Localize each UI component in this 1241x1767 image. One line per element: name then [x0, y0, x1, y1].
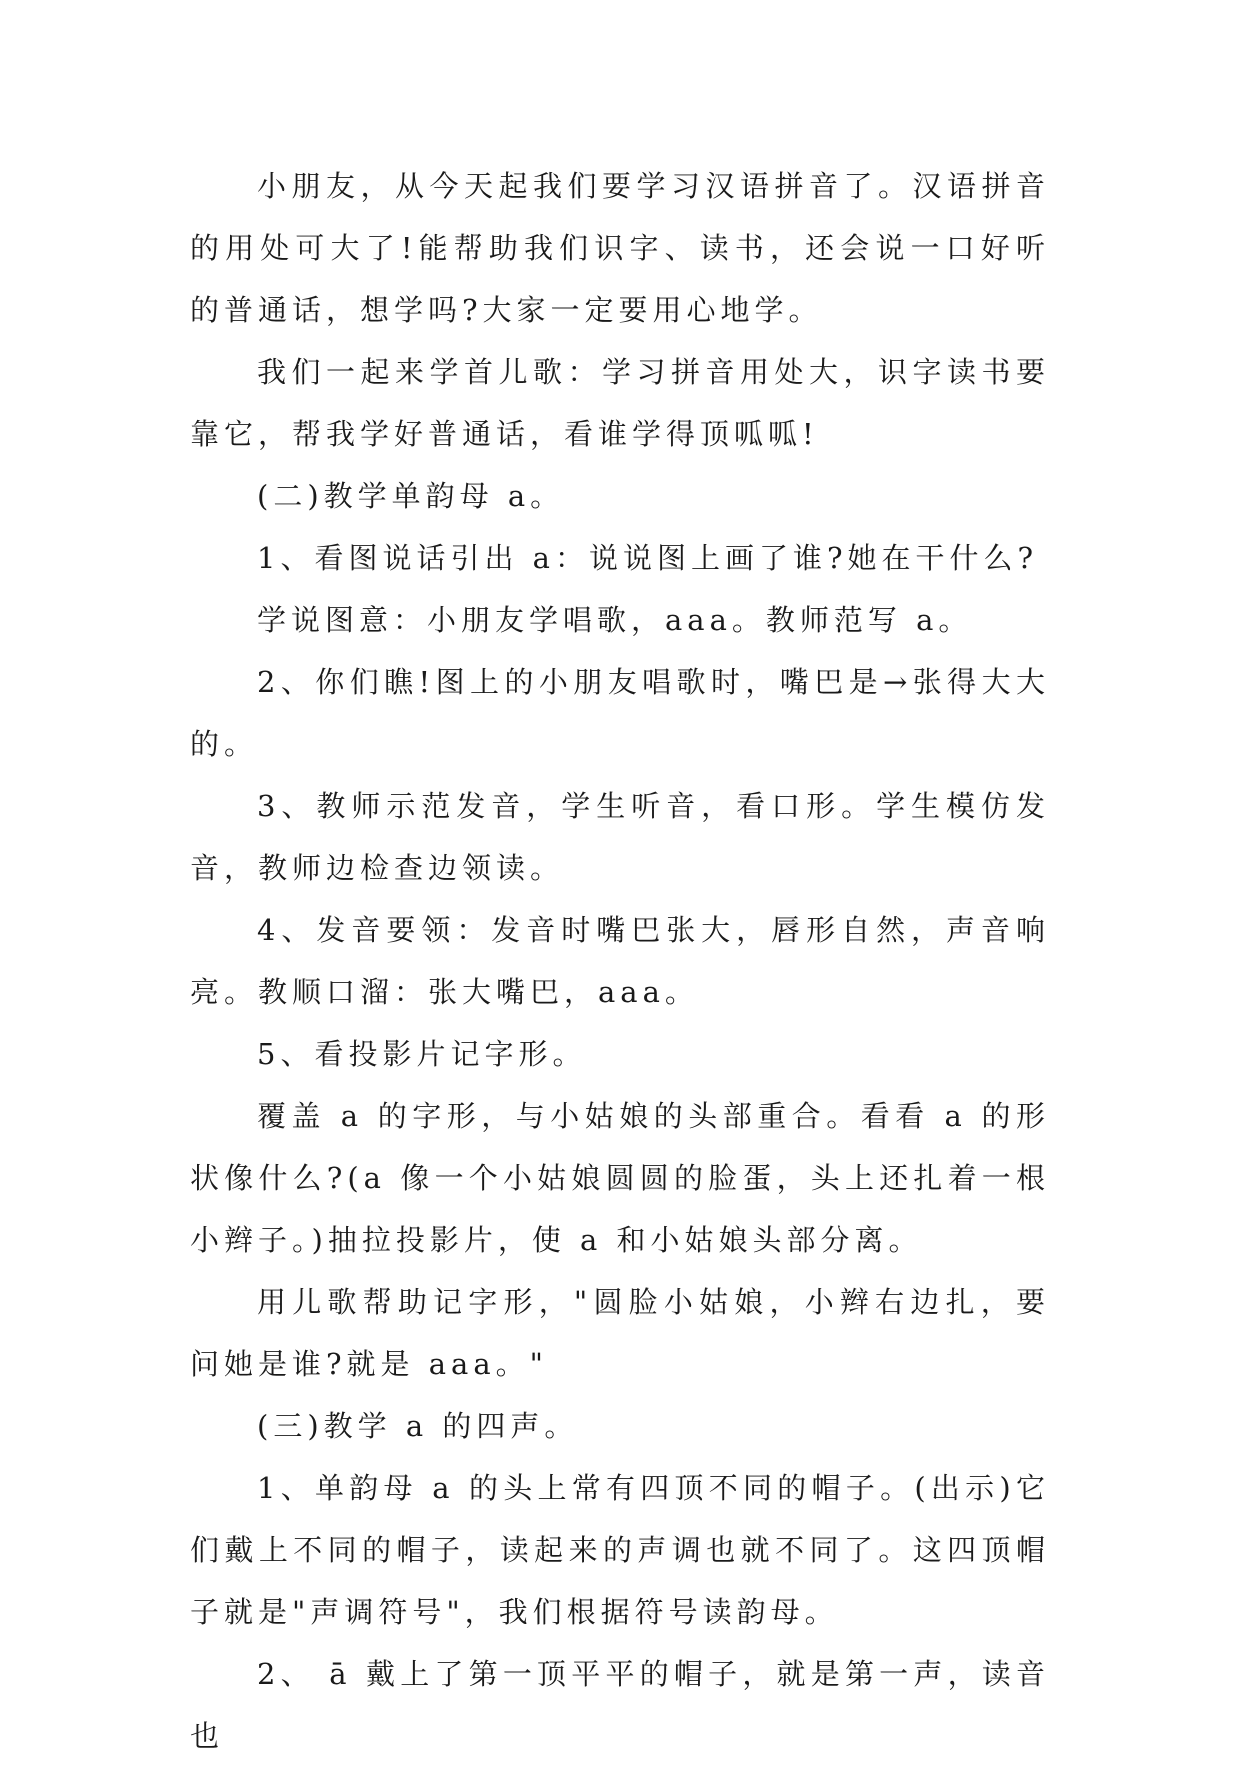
section-heading-3: (三)教学 a 的四声。 — [257, 1409, 579, 1443]
paragraph-song: 我们一起来学首儿歌：学习拼音用处大，识字读书要靠它，帮我学好普通话，看谁学得顶呱呱! — [190, 355, 1050, 451]
paragraph-tones-1: 1、单韵母 a 的头上常有四顶不同的帽子。(出示)它们戴上不同的帽子，读起来的声调也就不同了。这四顶帽子就是"声调符号"，我们根据符号读韵母。 — [190, 1471, 1050, 1629]
paragraph-step-5: 5、看投影片记字形。 — [257, 1037, 587, 1071]
paragraph-shape: 覆盖 a 的字形，与小姑娘的头部重合。看看 a 的形状像什么?(a 像一个小姑娘圆圆的脸蛋，头上还扎着一根小辫子。)抽拉投影片，使 a 和小姑娘头部分离。 — [190, 1099, 1050, 1257]
document-body — [190, 155, 1050, 1767]
paragraph-rhyme: 用儿歌帮助记字形，"圆脸小姑娘，小辫右边扎，要问她是谁?就是 aaa。" — [190, 1285, 1050, 1381]
paragraph-picture-meaning: 学说图意：小朋友学唱歌，aaa。教师范写 a。 — [257, 603, 973, 637]
paragraph-tones-2: 2、 ā 戴上了第一顶平平的帽子，就是第一声，读音也 — [190, 1657, 1050, 1753]
paragraph-step-2: 2、你们瞧!图上的小朋友唱歌时，嘴巴是→张得大大的。 — [190, 665, 1050, 761]
paragraph-step-3: 3、教师示范发音，学生听音，看口形。学生模仿发音，教师边检查边领读。 — [190, 789, 1050, 885]
paragraph-step-4: 4、发音要领：发音时嘴巴张大，唇形自然，声音响亮。教顺口溜：张大嘴巴，aaa。 — [190, 913, 1050, 1009]
section-heading-2: (二)教学单韵母 a。 — [257, 479, 565, 513]
paragraph-intro: 小朋友，从今天起我们要学习汉语拼音了。汉语拼音的用处可大了!能帮助我们识字、读书，还会说一口好听的普通话，想学吗?大家一定要用心地学。 — [190, 169, 1050, 327]
paragraph-step-1: 1、看图说话引出 a：说说图上画了谁?她在干什么? — [257, 541, 1039, 575]
